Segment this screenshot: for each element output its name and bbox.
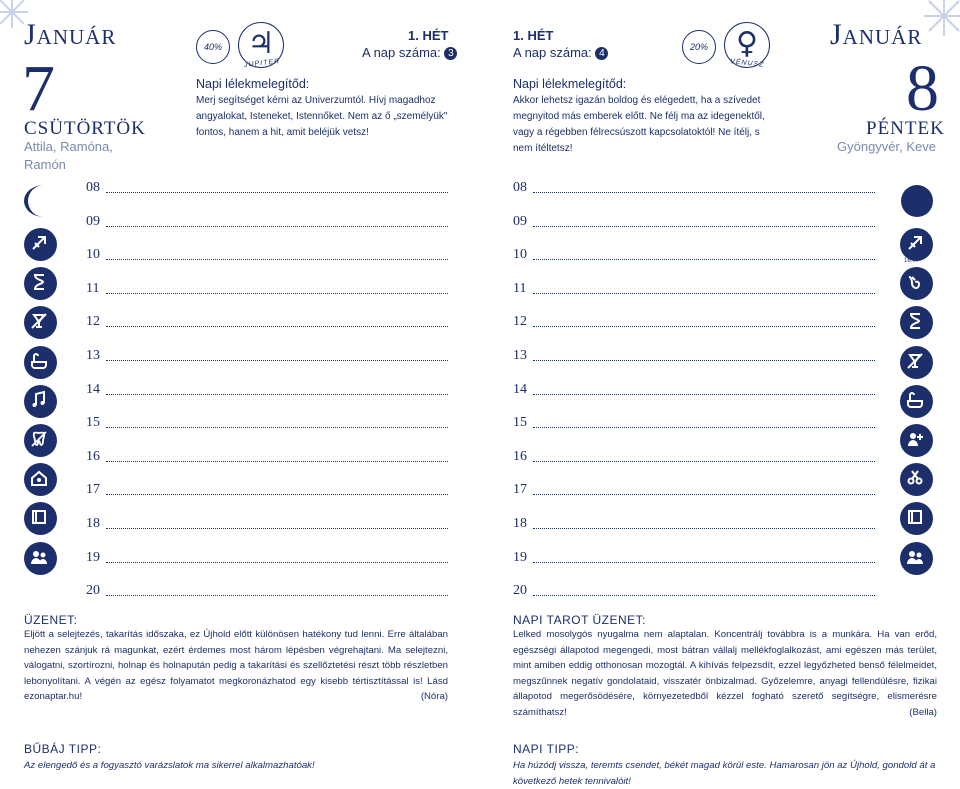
sagittarius-icon [24,228,57,261]
soul-text: Merj segítséget kérni az Univerzumtól. Hívj magadhoz angyalokat, Isteneket, Istennőket. Nem az ő „személyük" fontos, hanem a hit, amit beléjük vetsz! [196,95,448,138]
hour-row-15[interactable] [86,415,448,435]
hour-row-08[interactable] [86,180,448,200]
people-icon [900,542,933,575]
hour-label: 14 [513,381,527,397]
hour-line[interactable] [106,394,448,395]
hour-line[interactable] [106,528,448,529]
hour-line[interactable] [533,394,875,395]
month-title: Január [24,18,117,51]
hour-label: 11 [513,280,527,296]
week-label: 1. HÉT [408,28,449,43]
hour-line[interactable] [533,528,875,529]
message-text [24,627,448,705]
hour-line[interactable] [533,259,875,260]
sign-change-time: 16:07 [904,258,920,264]
hour-label: 09 [513,213,527,229]
hour-row-17[interactable] [513,482,875,502]
book-icon [24,502,57,535]
tip-title: BŰBÁJ TIPP: [24,742,102,756]
hour-line[interactable] [533,192,875,193]
sagittarius-icon [900,228,933,261]
soul-text: Akkor lehetsz igazán boldog és elégedett, ha a szívedet megnyitod más emberek előtt. Ne félj ma az idegenektől, vagy a régebben félrecsúszott kapcsolatoktól! Ne ítélj, s nem ítéltetsz! [513,95,765,154]
hour-label: 08 [513,180,527,195]
message-body: Eljött a selejtezés, takarítás időszaka, ez Újhold előtt különösen hatékony tud lenni. Erre általában nehezen szánjuk rá magunkat, ezért érdemes most három lépésben végrehajtani. Ma selejtezni, válogatni, szortírozni, holnap és holnapután pedig a takarítási és szellőztetési részt több részletben lebonyolítani. A végén az egész folyamatot megkoronázhatod egy kisebb tértisztítással is! Lásd ezonaptar.hu! [24,629,448,702]
soul-title: Napi lélekmelegítőd: [513,77,627,91]
hour-line[interactable] [533,562,875,563]
hour-row-08[interactable] [513,180,875,200]
namedays: Attila, Ramóna, Ramón [24,139,113,172]
hour-row-19[interactable] [513,550,875,570]
hour-line[interactable] [533,494,875,495]
tip-text: Az elengedő és a fogyasztó varázslatok ma sikerrel alkalmazhatóak! [24,760,315,771]
hour-row-12[interactable] [86,314,448,334]
moon-phase-icon [24,184,58,218]
planet-name: VÉNUSZ [729,58,765,69]
hour-row-20[interactable] [513,583,875,603]
hair-scissors-icon [900,463,933,496]
hour-label: 13 [513,348,527,363]
hour-line[interactable] [106,360,448,361]
tarot-author: (Bella) [909,706,937,718]
hour-label: 19 [86,549,100,565]
hour-line[interactable] [106,494,448,495]
people-plus-icon [900,424,933,457]
message-author: (Nóra) [420,691,448,702]
hour-label: 18 [86,516,100,531]
hour-label: 16 [86,448,100,464]
hour-row-13[interactable] [86,348,448,368]
hour-label: 14 [86,381,100,397]
planet-name: JUPITER [243,58,281,69]
tarot-body: Lelked mosolygós nyugalma nem alaptalan. Koncentrálj továbbra is a munkára. Ha van erőd, egészségi állapotod megengedi, most bátran vállalj mellékfoglalkozást, ami egészen más terület, mint amiben eddig otthonosan mozogtál. A kihívás felpezsdít, ezzel legyőzheted benső félelmeidet, megszűnnek negatív gondolataid, visszatér önbizalmad. Győzelemre, anyagi fellendülésre, fizikai állapotod megerősödésére, környezetedből kézzel fogható szerető segítségre, elismerésre számíthatsz! [513,629,937,718]
day-count-label: A nap száma: [513,45,592,60]
planet-percent: 40% [196,30,230,64]
tip-text: Ha húzódj vissza, teremts csendet, békét magad körül este. Hamarosan jön az Újhold, gondold át a következő hetek tennivalóit! [513,760,936,787]
hour-row-18[interactable] [86,516,448,536]
hour-line[interactable] [106,226,448,227]
hour-row-20[interactable] [86,583,448,603]
venus-icon: ♀ [724,22,770,68]
hour-row-15[interactable] [513,415,875,435]
planet-percent: 20% [682,30,716,64]
day-count [362,45,457,60]
music-icon [24,385,57,418]
bath-icon [24,346,57,379]
hour-label: 18 [513,516,527,531]
hour-line[interactable] [106,562,448,563]
day-name: PÉNTEK [866,118,945,139]
hour-line[interactable] [106,293,448,294]
hour-row-09[interactable] [86,214,448,234]
day-count-label: A nap száma: [362,45,441,60]
day-number: 7 [22,52,55,125]
tarot-text [513,627,937,720]
hour-line[interactable] [106,461,448,462]
hour-label: 17 [513,482,527,498]
hour-label: 09 [86,213,100,229]
hour-line[interactable] [533,293,875,294]
hour-label: 12 [86,314,100,330]
jupiter-icon: ♃ [238,22,284,68]
hour-row-10[interactable] [513,247,875,267]
people-icon [24,542,57,575]
hour-label: 08 [86,180,100,195]
hour-row-14[interactable] [86,382,448,402]
month-title: Január [830,18,923,51]
hour-line[interactable] [533,595,875,596]
hour-label: 11 [86,280,100,296]
hour-label: 15 [513,415,527,431]
hour-line[interactable] [106,427,448,428]
week-label: 1. HÉT [513,28,554,43]
hour-label: 20 [513,583,527,599]
hour-row-13[interactable] [513,348,875,368]
day-count-number: 4 [595,47,608,60]
hour-row-18[interactable] [513,516,875,536]
hour-label: 13 [86,348,100,363]
day-count [513,45,608,60]
book-icon [900,502,933,535]
hour-label: 10 [513,247,527,263]
hour-label: 10 [86,247,100,263]
hour-label: 20 [86,583,100,599]
tip-title: NAPI TIPP: [513,742,580,756]
hour-row-11[interactable] [513,281,875,301]
hour-line[interactable] [533,326,875,327]
hour-label: 12 [513,314,527,330]
hour-row-10[interactable] [86,247,448,267]
hourglass-icon [24,267,57,300]
hour-row-11[interactable] [86,281,448,301]
hourglass-icon [900,306,933,339]
no-tooth-icon [24,424,57,457]
day-number: 8 [906,52,939,125]
hour-line[interactable] [533,360,875,361]
house-sun-icon [24,463,57,496]
hour-row-16[interactable] [86,449,448,469]
no-drinks-icon [24,306,57,339]
tarot-title: NAPI TAROT ÜZENET: [513,613,647,627]
hour-row-16[interactable] [513,449,875,469]
day-name: CSÜTÖRTÖK [24,118,146,139]
capricorn-icon [900,267,933,300]
hour-label: 16 [513,448,527,464]
soul-title: Napi lélekmelegítőd: [196,77,310,91]
day-count-number: 3 [444,47,457,60]
hour-line[interactable] [106,326,448,327]
hour-label: 17 [86,482,100,498]
hour-row-19[interactable] [86,550,448,570]
no-drinks-icon [900,346,933,379]
hour-row-17[interactable] [86,482,448,502]
namedays: Gyöngyvér, Keve [837,139,936,154]
hour-line[interactable] [106,192,448,193]
hour-label: 15 [86,415,100,431]
hour-row-14[interactable] [513,382,875,402]
hour-line[interactable] [106,595,448,596]
snowflake-decoration [922,0,960,38]
hour-row-12[interactable] [513,314,875,334]
moon-phase-icon [900,184,934,218]
hour-line[interactable] [533,427,875,428]
hour-row-09[interactable] [513,214,875,234]
bath-icon [900,385,933,418]
hour-line[interactable] [106,259,448,260]
hour-line[interactable] [533,226,875,227]
hour-label: 19 [513,549,527,565]
message-title: ÜZENET: [24,613,78,627]
hour-line[interactable] [533,461,875,462]
